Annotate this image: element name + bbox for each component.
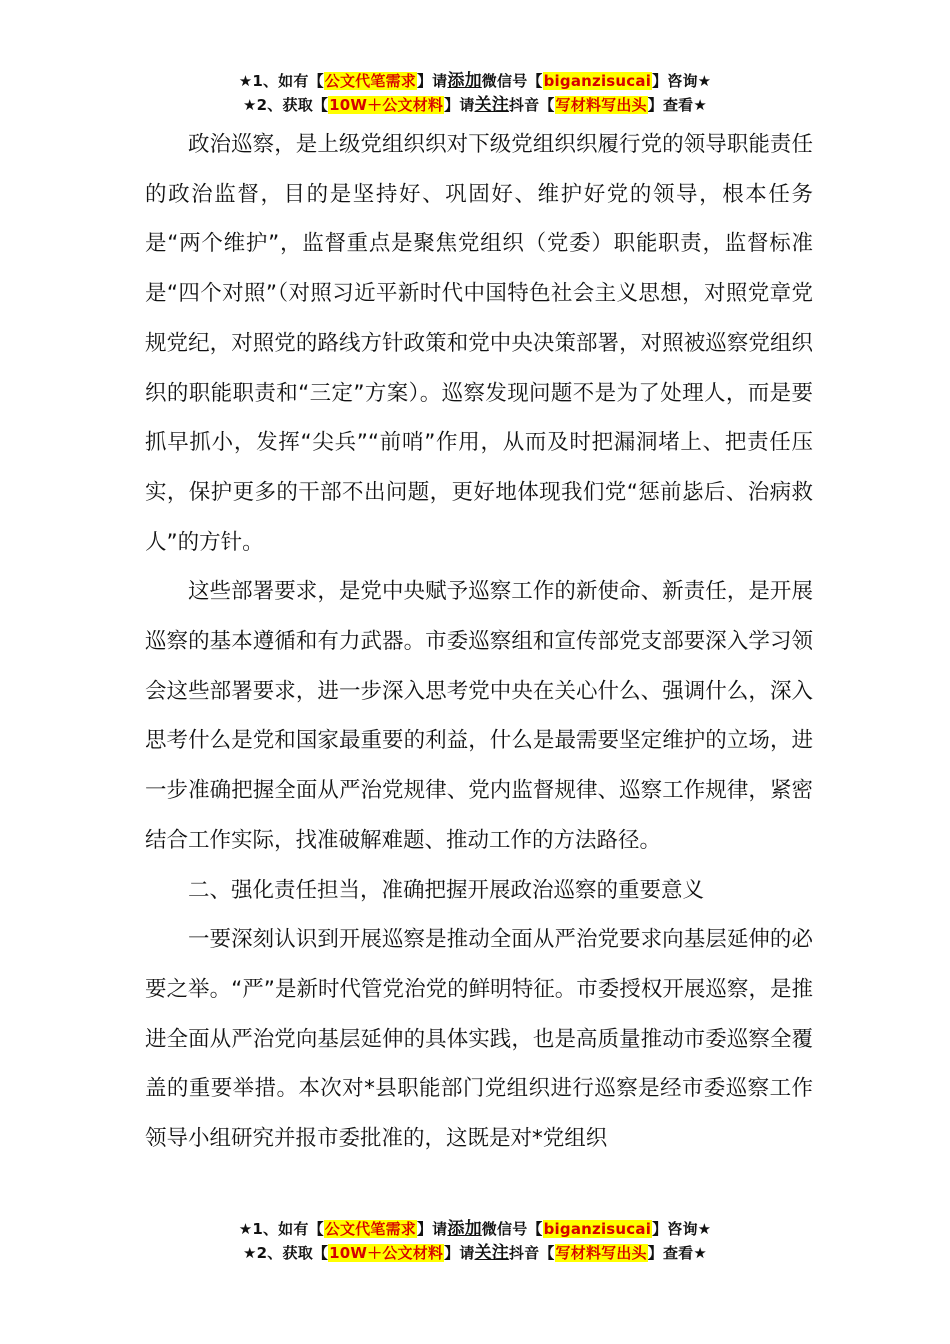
banner-2-suffix: 】查看★ bbox=[647, 96, 707, 114]
banner-1-suffix: 】咨询★ bbox=[652, 1220, 712, 1238]
banner-2-emphasis: 关注 bbox=[474, 1243, 509, 1263]
paragraph-strict-governance: 一要深刻认识到开展巡察是推动全面从严治党要求向基层延伸的必要之举。“严”是新时代管党治党的鲜明特征。市委授权开展巡察，是推进全面从严治党向基层延伸的具体实践，也是高质量推动市委巡察全覆盖的重要举措。本次对*县职能部门党组织进行巡察是经市委巡察工作领导小组研究并报市委批准的，这既是对*党组织 bbox=[145, 927, 813, 1152]
star-icon: ★ bbox=[238, 1220, 253, 1238]
banner-1-mid2: 微信号【 bbox=[481, 72, 543, 90]
footer-banner bbox=[0, 1217, 950, 1265]
banner-line-2 bbox=[0, 93, 950, 117]
document-body bbox=[145, 120, 813, 1164]
banner-2-highlight-materials: 10W＋公文材料 bbox=[329, 1244, 444, 1262]
banner-2-suffix: 】查看★ bbox=[647, 1244, 707, 1262]
section-heading-2: 二、强化责任担当，准确把握开展政治巡察的重要意义 bbox=[188, 877, 705, 903]
banner-1-emphasis: 添加 bbox=[447, 71, 482, 91]
banner-1-highlight-wechat: biganzisucai bbox=[543, 1220, 652, 1238]
banner-line-1 bbox=[0, 1217, 950, 1241]
banner-1-prefix: 1、如有【 bbox=[252, 1220, 324, 1238]
banner-2-highlight-materials: 10W＋公文材料 bbox=[329, 96, 444, 114]
banner-2-mid: 】请 bbox=[444, 96, 475, 114]
banner-1-prefix: 1、如有【 bbox=[252, 72, 324, 90]
banner-2-mid2: 抖音【 bbox=[508, 96, 555, 114]
banner-2-prefix: 2、获取【 bbox=[256, 1244, 329, 1262]
banner-1-suffix: 】咨询★ bbox=[652, 72, 712, 90]
paragraph-political-inspection: 政治巡察，是上级党组织织对下级党组织织履行党的领导职能责任的政治监督，目的是坚持好、巩固好、维护好党的领导，根本任务是“两个维护”，监督重点是聚焦党组织（党委）职能职责，监督标准是“四个对照”（对照习近平新时代中国特色社会主义思想，对照党章党规党纪，对照党的路线方针政策和党中央决策部署，对照被巡察党组织织的职能职责和“三定”方案）。巡察发现问题不是为了处理人，而是要抓早抓小，发挥“尖兵”“前哨”作用，从而及时把漏洞堵上、把责任压实，保护更多的干部不出问题，更好地体现我们党“惩前毖后、治病救人”的方针。 bbox=[145, 132, 813, 555]
banner-2-highlight-douyin: 写材料写出头 bbox=[555, 1244, 647, 1262]
star-icon: ★ bbox=[238, 72, 253, 90]
star-icon: ★ bbox=[243, 1244, 257, 1262]
header-banner bbox=[0, 69, 950, 117]
banner-1-mid2: 微信号【 bbox=[481, 1220, 543, 1238]
star-icon: ★ bbox=[243, 96, 257, 114]
banner-1-highlight-service: 公文代笔需求 bbox=[324, 72, 416, 90]
banner-1-mid: 】请 bbox=[416, 1220, 448, 1238]
banner-2-prefix: 2、获取【 bbox=[256, 96, 329, 114]
banner-1-highlight-service: 公文代笔需求 bbox=[324, 1220, 416, 1238]
banner-2-emphasis: 关注 bbox=[474, 95, 509, 115]
banner-line-2 bbox=[0, 1241, 950, 1265]
paragraph-deployment-requirements: 这些部署要求，是党中央赋予巡察工作的新使命、新责任，是开展巡察的基本遵循和有力武器。市委巡察组和宣传部党支部要深入学习领会这些部署要求，进一步深入思考党中央在关心什么、强调什么，深入思考什么是党和国家最重要的利益，什么是最需要坚定维护的立场，进一步准确把握全面从严治党规律、党内监督规律、巡察工作规律，紧密结合工作实际，找准破解难题、推动工作的方法路径。 bbox=[145, 579, 813, 853]
banner-1-mid: 】请 bbox=[416, 72, 448, 90]
banner-2-mid2: 抖音【 bbox=[508, 1244, 555, 1262]
banner-line-1 bbox=[0, 69, 950, 93]
banner-1-emphasis: 添加 bbox=[447, 1219, 482, 1239]
banner-2-mid: 】请 bbox=[444, 1244, 475, 1262]
banner-1-highlight-wechat: biganzisucai bbox=[543, 72, 652, 90]
banner-2-highlight-douyin: 写材料写出头 bbox=[555, 96, 647, 114]
